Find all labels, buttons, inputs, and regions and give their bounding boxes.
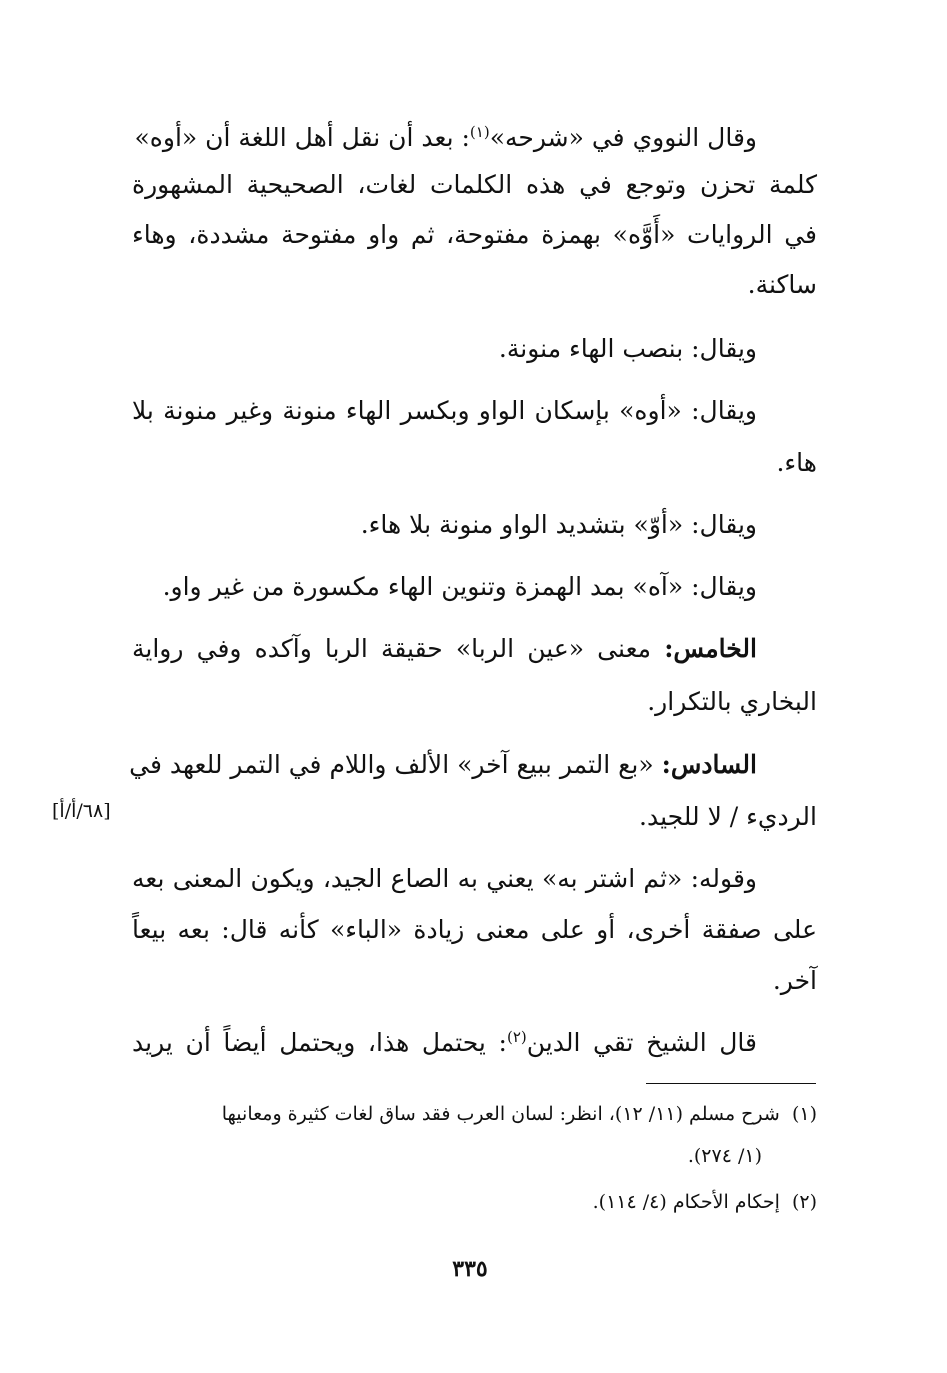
footnote-2: [127, 1188, 817, 1216]
section-heading: السادس:: [661, 750, 757, 779]
body-line: [117, 115, 757, 152]
body-line: البخاري بالتكرار.: [647, 687, 817, 716]
footnote-number: (١): [791, 1103, 817, 1125]
manuscript-folio-marker: [٦٨/أ/أ]: [52, 800, 111, 822]
body-text: قال الشيخ تقي الدين: [526, 1028, 757, 1057]
body-line: كلمة تحزن وتوجع في هذه الكلمات لغات، الصحيحية المشهورة: [132, 170, 817, 199]
body-line: ويقال: «آه» بمد الهمزة وتنوين الهاء مكسورة من غير واو.: [162, 572, 757, 601]
footnote-1: [127, 1100, 817, 1128]
page-number: ٣٣٥: [452, 1256, 488, 1282]
body-text: : بعد أن نقل أهل اللغة أن «أوه»: [134, 123, 470, 152]
body-line: [132, 632, 757, 666]
body-line: [129, 748, 757, 782]
footnote-text: شرح مسلم (١١/ ١٢)، انظر: لسان العرب فقد ساق لغات كثيرة ومعانيها: [221, 1103, 780, 1125]
body-line: في الروايات «أَوَّه» بهمزة مفتوحة، ثم واو مفتوحة مشددة، وهاء: [132, 220, 817, 249]
footnote-separator: [646, 1083, 816, 1084]
body-line: ساكنة.: [747, 270, 817, 299]
body-line: على صفقة أخرى، أو على معنى زيادة «الباء» كأنه قال: بعه بيعاً: [132, 915, 817, 944]
body-line: ويقال: «أوّ» بتشديد الواو منونة بلا هاء.: [360, 510, 757, 539]
body-line: الرديء / لا للجيد.: [639, 802, 817, 831]
body-text: «بع التمر ببيع آخر» الألف واللام في التمر للعهد في: [129, 750, 662, 779]
body-line: ويقال: بنصب الهاء منونة.: [498, 334, 757, 363]
section-heading: الخامس:: [664, 634, 757, 663]
body-line: [132, 1020, 757, 1057]
body-line: آخر.: [772, 966, 817, 995]
footnote-text: إحكام الأحكام (٤/ ١١٤).: [592, 1191, 780, 1213]
body-text: : يحتمل هذا، ويحتمل أيضاً أن يريد: [132, 1028, 507, 1057]
body-text: وقال النووي في «شرحه»: [489, 123, 757, 152]
footnote-ref: (٢): [506, 1028, 527, 1046]
footnote-ref: (١): [469, 123, 490, 141]
body-line: هاء.: [776, 448, 817, 477]
body-text: معنى «عين الربا» حقيقة الربا وآكده وفي رواية: [132, 634, 665, 663]
body-line: وقوله: «ثم اشتر به» يعني به الصاع الجيد، ويكون المعنى بعه: [132, 864, 757, 893]
footnote-number: (٢): [791, 1191, 817, 1213]
body-line: ويقال: «أوه» بإسكان الواو وبكسر الهاء منونة وغير منونة بلا: [132, 396, 757, 425]
footnote-1-continued: (١/ ٢٧٤).: [687, 1145, 762, 1167]
